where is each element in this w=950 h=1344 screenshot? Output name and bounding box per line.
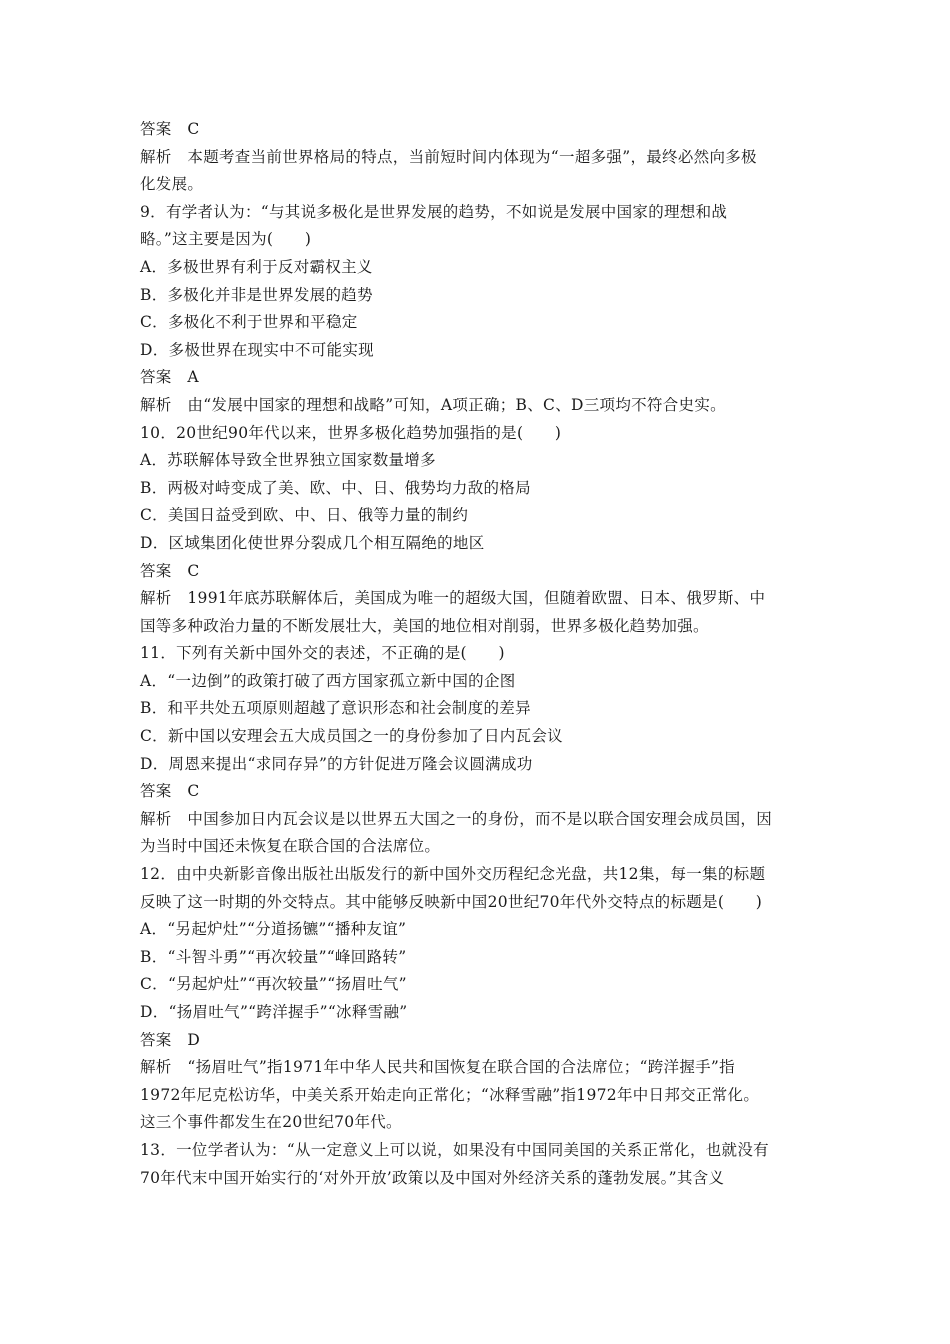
answer-line <box>140 558 812 586</box>
answer-option <box>140 309 812 337</box>
question-stem-line: 略。”这主要是因为( ) <box>140 230 312 249</box>
answer-line <box>140 778 812 806</box>
analysis-paragraph-line: 化发展。 <box>140 175 204 194</box>
answer-option-text: C．“另起炉灶”“再次较量”“扬眉吐气” <box>140 975 407 994</box>
answer-option-text: D．“扬眉吐气”“跨洋握手”“冰释雪融” <box>140 1003 408 1021</box>
question-stem-line: 12．由中央新影音像出版社出版发行的新中国外交历程纪念光盘，共12集，每一集的标题 <box>140 865 766 884</box>
analysis-paragraph-line: 解析 中国参加日内瓦会议是以世界五大国之一的身份，而不是以联合国安理会成员国，因 <box>140 809 773 828</box>
answer-option-text: B．和平共处五项原则超越了意识形态和社会制度的差异 <box>140 699 531 718</box>
analysis-paragraph <box>140 1054 812 1137</box>
answer-option <box>140 447 812 475</box>
answer-line-text: 答案 D <box>140 1030 201 1049</box>
question-stem-line: 10．20世纪90年代以来，世界多极化趋势加强指的是( ) <box>140 423 562 442</box>
document-page <box>140 116 812 1192</box>
analysis-paragraph-line: 1972年尼克松访华，中美关系开始走向正常化；“冰释雪融”指1972年中日邦交正常化。 <box>140 1085 760 1104</box>
answer-option <box>140 944 812 972</box>
question-stem <box>140 420 812 448</box>
answer-option <box>140 668 812 696</box>
answer-option <box>140 254 812 282</box>
answer-option <box>140 475 812 503</box>
question-stem-line: 11．下列有关新中国外交的表述，不正确的是( ) <box>140 644 505 663</box>
answer-option <box>140 916 812 944</box>
answer-line <box>140 364 812 392</box>
analysis-paragraph-line: 解析 由“发展中国家的理想和战略”可知，A项正确；B、C、D三项均不符合史实。 <box>140 395 726 414</box>
answer-option <box>140 530 812 558</box>
answer-line <box>140 1027 812 1055</box>
answer-line-text: 答案 C <box>140 782 200 801</box>
answer-option <box>140 282 812 310</box>
answer-option-text: A．“另起炉灶”“分道扬镳”“播种友谊” <box>140 920 407 939</box>
answer-option-text: A．多极世界有利于反对霸权主义 <box>140 257 373 276</box>
answer-option-text: A．“一边倒”的政策打破了西方国家孤立新中国的企图 <box>140 671 516 690</box>
answer-option-text: D．周恩来提出“求同存异”的方针促进万隆会议圆满成功 <box>140 754 533 773</box>
answer-line-text: 答案 C <box>140 120 200 138</box>
question-stem-line: 70年代末中国开始实行的‘对外开放’政策以及中国对外经济关系的蓬勃发展。”其含义 <box>140 1168 725 1187</box>
answer-option-text: D．多极世界在现实中不可能实现 <box>140 340 374 359</box>
analysis-paragraph <box>140 392 812 420</box>
analysis-paragraph-line: 国等多种政治力量的不断发展壮大，美国的地位相对削弱，世界多极化趋势加强。 <box>140 616 709 635</box>
question-stem <box>140 640 812 668</box>
answer-option-text: B．“斗智斗勇”“再次较量”“峰回路转” <box>140 947 407 966</box>
question-stem <box>140 861 812 916</box>
analysis-paragraph <box>140 585 812 640</box>
analysis-paragraph <box>140 144 812 199</box>
analysis-paragraph-line: 解析 “扬眉吐气”指1971年中华人民共和国恢复在联合国的合法席位；“跨洋握手”指 <box>140 1058 735 1077</box>
answer-option <box>140 695 812 723</box>
answer-option-text: C．新中国以安理会五大成员国之一的身份参加了日内瓦会议 <box>140 727 563 746</box>
answer-option <box>140 723 812 751</box>
analysis-paragraph-line: 这三个事件都发生在20世纪70年代。 <box>140 1113 402 1132</box>
analysis-paragraph-line: 解析 1991年底苏联解体后，美国成为唯一的超级大国，但随着欧盟、日本、俄罗斯、中 <box>140 589 766 608</box>
answer-option <box>140 337 812 365</box>
analysis-paragraph <box>140 806 812 861</box>
analysis-paragraph-line: 解析 本题考查当前世界格局的特点，当前短时间内体现为“一超多强”，最终必然向多极 <box>140 147 757 166</box>
question-stem-line: 9．有学者认为：“与其说多极化是世界发展的趋势，不如说是发展中国家的理想和战 <box>140 202 728 221</box>
answer-option-text: A．苏联解体导致全世界独立国家数量增多 <box>140 451 436 470</box>
answer-option-text: B．多极化并非是世界发展的趋势 <box>140 285 373 304</box>
question-stem-line: 反映了这一时期的外交特点。其中能够反映新中国20世纪70年代外交特点的标题是( ) <box>140 892 763 911</box>
answer-option <box>140 751 812 779</box>
answer-option <box>140 971 812 999</box>
answer-line-text: 答案 C <box>140 561 200 580</box>
answer-option-text: C．多极化不利于世界和平稳定 <box>140 313 358 332</box>
question-stem <box>140 1137 812 1192</box>
question-stem-line: 13．一位学者认为：“从一定意义上可以说，如果没有中国同美国的关系正常化，也就没有 <box>140 1140 769 1159</box>
question-stem <box>140 199 812 254</box>
answer-line-text: 答案 A <box>140 368 199 387</box>
answer-option <box>140 502 812 530</box>
answer-option-text: B．两极对峙变成了美、欧、中、日、俄势均力敌的格局 <box>140 478 531 497</box>
answer-option-text: D．区域集团化使世界分裂成几个相互隔绝的地区 <box>140 533 485 552</box>
analysis-paragraph-line: 为当时中国还未恢复在联合国的合法席位。 <box>140 837 441 856</box>
answer-line <box>140 116 812 144</box>
answer-option-text: C．美国日益受到欧、中、日、俄等力量的制约 <box>140 506 469 525</box>
answer-option <box>140 999 812 1027</box>
